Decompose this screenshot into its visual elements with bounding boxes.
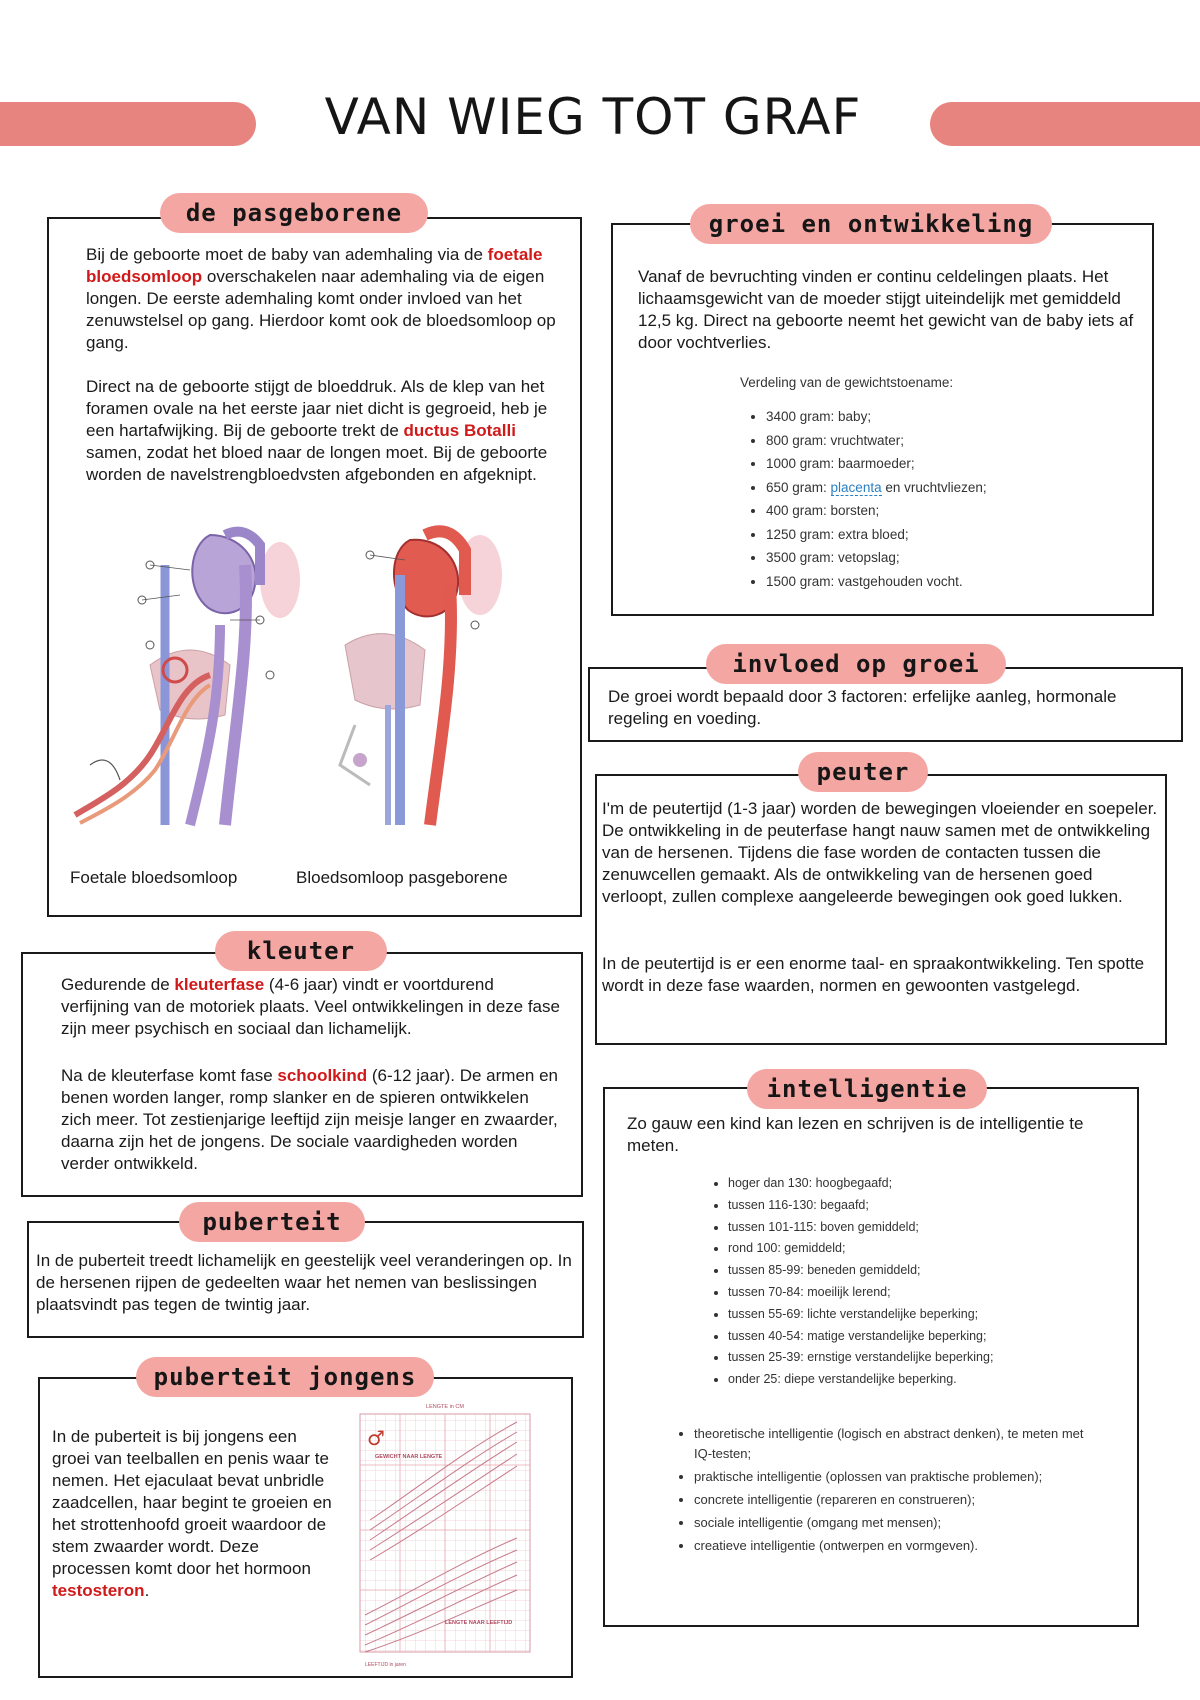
chart-bottom-label: LEEFTIJD in jaren — [365, 1662, 406, 1668]
list-item: • 3500 gram: vetopslag; — [766, 546, 1124, 570]
list-item: • 800 gram: vruchtwater; — [766, 429, 1124, 453]
chart-label-height: LENGTE NAAR LEEFTIJD — [445, 1620, 513, 1626]
caption-fetal-circulation: Foetale bloedsomloop — [70, 868, 238, 887]
list-item: • tussen 70-84: moeilijk lerend; — [728, 1282, 1126, 1304]
list-item: • tussen 85-99: beneden gemiddeld; — [728, 1260, 1126, 1282]
placenta-link[interactable]: placenta — [830, 479, 882, 495]
term-schoolkind: schoolkind — [277, 1066, 368, 1085]
list-item: • tussen 25-39: ernstige verstandelijke beperking; — [728, 1347, 1126, 1369]
heading-kleuter: kleuter — [215, 931, 387, 971]
list-item: • hoger dan 130: hoogbegaafd; — [728, 1173, 1126, 1195]
heading-groei-ontwikkeling: groei en ontwikkeling — [690, 204, 1052, 244]
list-item: • 650 gram: placenta en vruchtvliezen; — [766, 476, 1124, 500]
groei-weight-list — [744, 405, 1124, 593]
list-item: • theoretische intelligentie (logisch en abstract denken), te meten met IQ-testen; — [694, 1424, 1102, 1463]
invloed-paragraph: De groei wordt bepaald door 3 factoren: erfelijke aanleg, hormonale regeling en voeding. — [608, 687, 1117, 728]
heading-puberteit-jongens: puberteit jongens — [136, 1357, 434, 1397]
newborn-circulation-illustration — [330, 525, 510, 835]
list-item: • tussen 116-130: begaafd; — [728, 1195, 1126, 1217]
heading-peuter: peuter — [798, 752, 928, 792]
fetal-circulation-illustration — [70, 525, 310, 835]
growth-chart — [345, 1400, 550, 1670]
list-item: • tussen 40-54: matige verstandelijke beperking; — [728, 1326, 1126, 1348]
page-title: VAN WIEG TOT GRAF — [324, 88, 862, 146]
intelligence-types-list — [672, 1424, 1102, 1559]
title-band-left — [0, 102, 256, 146]
kleuter-paragraph-2: Na de kleuterfase komt fase schoolkind (6-12 jaar). De armen en benen worden langer, romp slanker en de spieren ontwikkelen zich meer. Tot zestienjarige leeftijd zijn meisje langer en zwaarder, daarna zijn het de jongens. De sociale vaardigheden worden verder ontwikkeld. — [61, 1066, 558, 1173]
list-item: • 1000 gram: baarmoeder; — [766, 452, 1124, 476]
list-item: • onder 25: diepe verstandelijke beperking. — [728, 1369, 1126, 1391]
intelligentie-paragraph: Zo gauw een kind kan lezen en schrijven is de intelligentie te meten. — [627, 1114, 1084, 1155]
list-item: • 3400 gram: baby; — [766, 405, 1124, 429]
pasgeborene-paragraph-2: Direct na de geboorte stijgt de bloeddruk. Als de klep van het foramen ovale na het eerste jaar niet dicht is gegroeid, heb je een hartafwijking. Bij de geboorte trekt de ductus Botalli samen, zodat het bloed naar de longen moet. Bij de geboorte worden de navelstrengbloedvsten afgebonden en afgeknipt. — [86, 377, 548, 484]
heading-puberteit: puberteit — [179, 1202, 365, 1242]
chart-male-symbol: ♂ — [367, 1426, 385, 1450]
term-testosteron: testosteron — [52, 1581, 145, 1600]
heading-invloed-op-groei: invloed op groei — [706, 644, 1006, 684]
peuter-paragraph-1: I'm de peutertijd (1-3 jaar) worden de bewegingen vloeiender en soepeler. De ontwikkeling in de peuterfase hangt nauw samen met de ontwikkeling van de hersenen. Tijdens die fase worden de contacten tussen die zenuwcellen gemaakt. Als de ontwikkeling van de hersenen goed verloopt, zullen complexe aangeleerde bewegingen ook goed lukken. — [602, 799, 1158, 906]
heading-pasgeborene: de pasgeborene — [160, 193, 428, 233]
peuter-paragraph-2: In de peutertijd is er een enorme taal- en spraakontwikkeling. Ten spotte wordt in deze fase waarden, normen en gewoonten vastgelegd. — [602, 954, 1145, 995]
list-item: • 1500 gram: vastgehouden vocht. — [766, 570, 1124, 594]
heading-intelligentie: intelligentie — [747, 1069, 987, 1109]
title-band-right — [930, 102, 1200, 146]
puberteit-jongens-paragraph: In de puberteit is bij jongens een groei van teelballen en penis waar te nemen. Het ejaculaat bevat unbridle zaadcellen, haar begint te groeien en het strottenhoofd groeit waardoor de stem zwaarder wordt. Deze processen komt door het hormoon testosteron. — [52, 1427, 332, 1600]
chart-top-label: LENGTE in CM — [426, 1404, 464, 1410]
list-item: • 400 gram: borsten; — [766, 499, 1124, 523]
term-foetale-bloedsomloop: foetale bloedsomloop — [86, 245, 543, 286]
list-item: • creatieve intelligentie (ontwerpen en vormgeven). — [694, 1536, 1102, 1556]
list-item: • rond 100: gemiddeld; — [728, 1238, 1126, 1260]
list-item: • sociale intelligentie (omgang met mensen); — [694, 1513, 1102, 1533]
list-item: • tussen 101-115: boven gemiddeld; — [728, 1217, 1126, 1239]
list-item: • 1250 gram: extra bloed; — [766, 523, 1124, 547]
term-ductus-botalli: ductus Botalli — [403, 421, 516, 440]
caption-newborn-circulation: Bloedsomloop pasgeborene — [296, 868, 508, 887]
groei-paragraph: Vanaf de bevruchting vinden er continu celdelingen plaats. Het lichaamsgewicht van de moeder stijgt uiteindelijk met gemiddeld 12,5 kg. Direct na geboorte neemt het gewicht van de baby iets af door vochtverlies. — [638, 267, 1134, 352]
iq-levels-list — [706, 1173, 1126, 1391]
term-kleuterfase: kleuterfase — [174, 975, 265, 994]
kleuter-paragraph-1: Gedurende de kleuterfase (4-6 jaar) vindt er voortdurend verfijning van de motoriek plaats. Veel ontwikkelingen in deze fase zijn meer psychisch en sociaal dan lichamelijk. — [61, 975, 560, 1038]
groei-list-title: Verdeling van de gewichtstoename: — [740, 375, 954, 390]
list-item: • praktische intelligentie (oplossen van praktische problemen); — [694, 1467, 1102, 1487]
puberteit-paragraph: In de puberteit treedt lichamelijk en geestelijk veel veranderingen op. In de hersenen rijpen de gedeelten waar het nemen van beslissingen plaatsvindt pas tegen de twintig jaar. — [36, 1251, 572, 1314]
list-item: • concrete intelligentie (repareren en construeren); — [694, 1490, 1102, 1510]
chart-label-weight: GEWICHT NAAR LENGTE — [375, 1454, 443, 1460]
pasgeborene-paragraph-1: Bij de geboorte moet de baby van ademhaling via de foetale bloedsomloop overschakelen naar ademhaling via de eigen longen. De eerste ademhaling komt onder invloed van het zenuwstelsel op gang. Hierdoor komt ook de bloedsomloop op gang. — [86, 245, 556, 352]
list-item: • tussen 55-69: lichte verstandelijke beperking; — [728, 1304, 1126, 1326]
